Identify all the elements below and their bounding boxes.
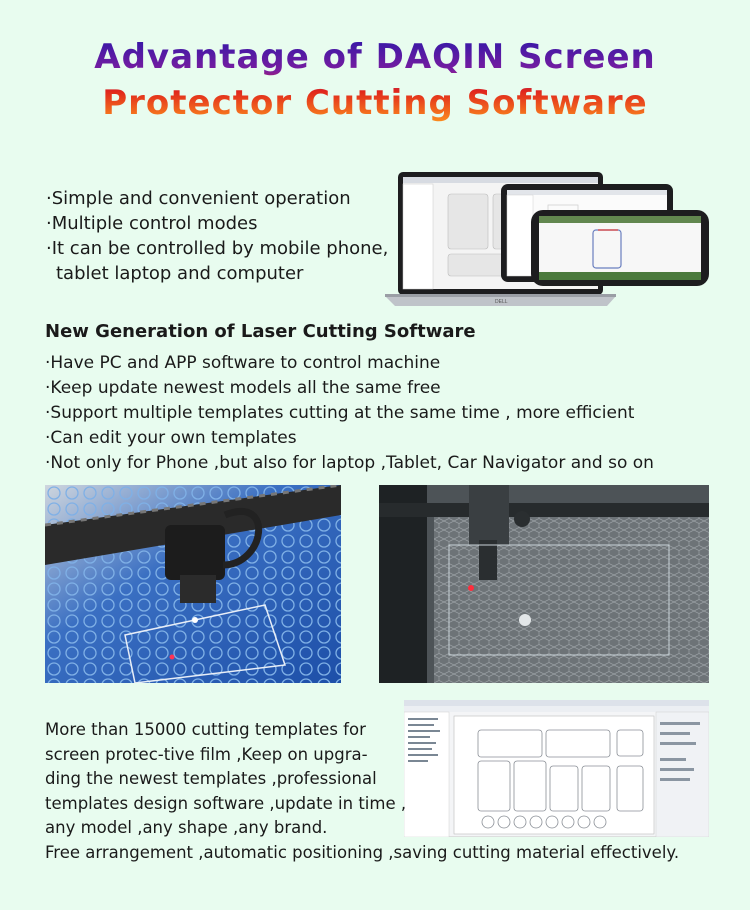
feature-item: ·Can edit your own templates [45,428,297,448]
paragraph-line: templates design software ,update in time , [45,793,407,813]
paragraph-line: More than 15000 cutting templates for [45,720,366,739]
features-list-top [46,186,388,286]
feature-item: ·Support multiple templates cutting at the same time , more efficient [45,403,635,423]
feature-item: ·Have PC and APP software to control machine [45,353,441,373]
feature-item: ·It can be controlled by mobile phone, [46,238,389,259]
feature-item: ·Multiple control modes [46,213,258,234]
title-line-1: Advantage of DAQIN Screen [94,37,656,77]
laptop-tablet-phone-image [383,170,713,310]
paragraph-line: Free arrangement ,automatic positioning ,saving cutting material effectively. [45,842,680,862]
paragraph-line: ding the newest templates ,professional [45,769,377,788]
laser-cutting-photo-honeycomb [379,485,709,683]
feature-item: ·Not only for Phone ,but also for laptop ,Tablet, Car Navigator and so on [45,453,654,473]
page-title [0,34,750,126]
paragraph-line: any model ,any shape ,any brand. [45,818,328,837]
feature-item: tablet laptop and computer [56,263,304,284]
laser-cutting-photo-blue [45,485,341,683]
devices-illustration [383,170,713,310]
paragraph-line: screen protec-tive film ,Keep on upgra- [45,744,368,764]
features-list-main [45,351,654,476]
laptop-brand: DELL [495,299,508,305]
feature-item: ·Keep update newest models all the same free [45,378,441,398]
templates-description [45,718,679,865]
feature-item: ·Simple and convenient operation [46,188,351,209]
section-heading: New Generation of Laser Cutting Software [45,321,476,342]
title-line-2: Protector Cutting Software [102,83,648,123]
